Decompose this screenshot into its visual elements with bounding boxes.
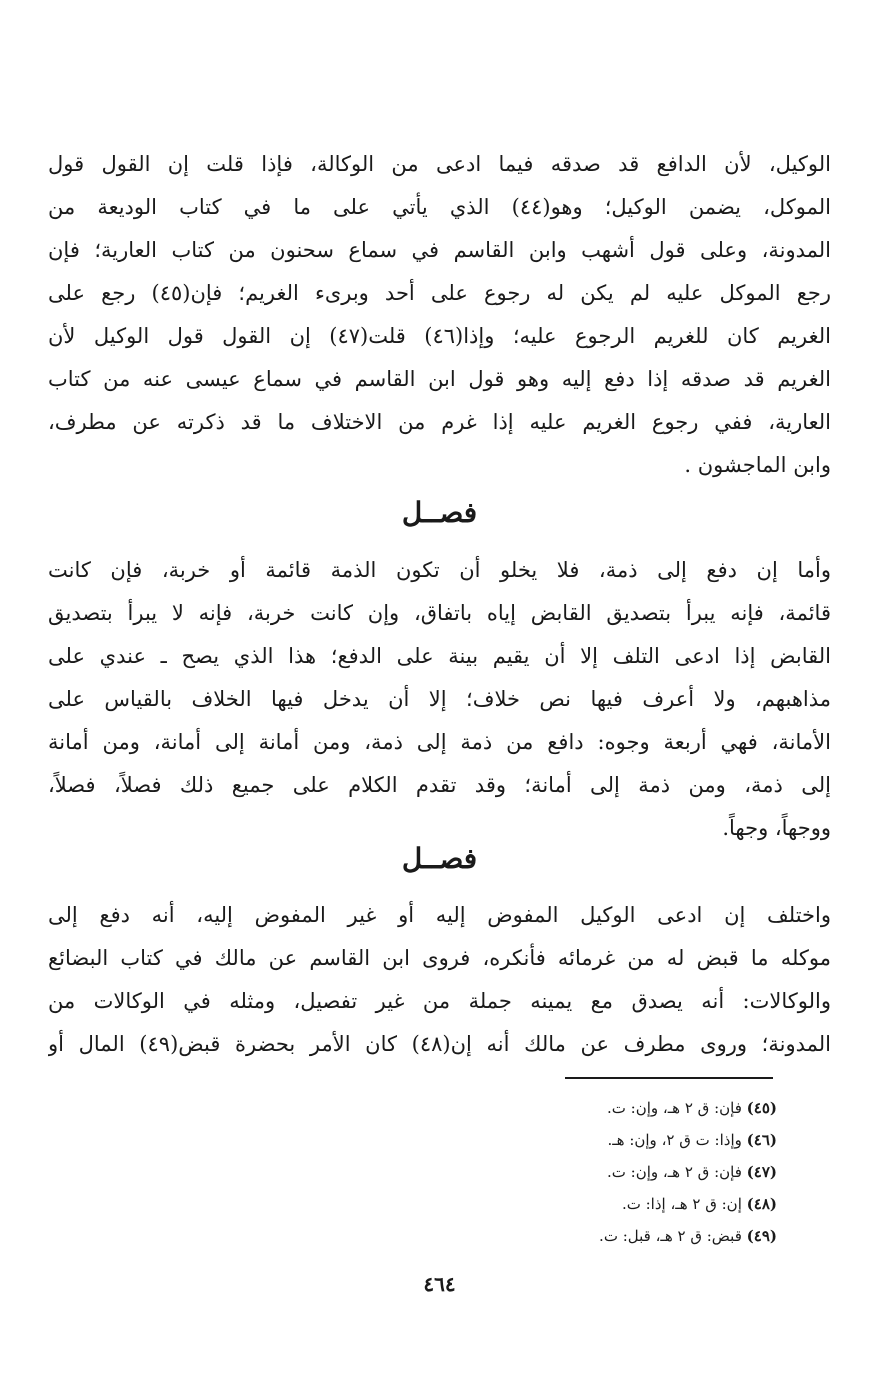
paragraph-3	[48, 894, 831, 1066]
text-line: المدونة، وعلى قول أشهب وابن القاسم في سماع سحنون من كتاب العارية؛ فإن	[48, 238, 831, 262]
text-line: قائمة، فإنه يبرأ بتصديق القابض إياه باتفاق، وإن كانت خربة، فإنه لا يبرأ بتصديق	[48, 601, 831, 625]
text-line: الغريم قد صدقه إذا دفع إليه وهو قول ابن القاسم في سماع عيسى عنه من كتاب	[48, 367, 831, 391]
text-line: القابض إذا ادعى التلف إلا أن يقيم بينة على الدفع؛ هذا الذي يصح ـ عندي على	[48, 644, 831, 668]
footnote: (٤٧) فإن: ق ٢ هـ، وإن: ت.	[607, 1163, 777, 1181]
text-line: مذاهبهم، ولا أعرف فيها نص خلاف؛ إلا أن يدخل فيها الخلاف بالقياس على	[48, 687, 831, 711]
footnote: (٤٨) إن: ق ٢ هـ، إذا: ت.	[621, 1195, 777, 1213]
text-line: الوكيل، لأن الدافع قد صدقه فيما ادعى من الوكالة، فإذا قلت إن القول قول	[48, 152, 831, 176]
text-line: الغريم كان للغريم الرجوع عليه؛ وإذا(٤٦) قلت(٤٧) إن القول قول الوكيل لأن	[48, 324, 831, 348]
footnote: (٤٥) فإن: ق ٢ هـ، وإن: ت.	[607, 1099, 777, 1117]
text-line: موكله ما قبض له من غرمائه فأنكره، فروى ابن القاسم عن مالك في كتاب البضائع	[48, 946, 831, 970]
section-heading: فصــل	[401, 496, 478, 529]
footnote-separator	[565, 1077, 773, 1079]
page-number: ٤٦٤	[423, 1272, 456, 1296]
text-line: العارية، ففي رجوع الغريم عليه إذا غرم من الاختلاف ما قد ذكرته عن مطرف،	[48, 410, 831, 434]
paragraph-2	[48, 549, 831, 850]
footnote: (٤٦) وإذا: ت ق ٢، وإن: هـ.	[607, 1131, 777, 1149]
footnotes	[330, 1092, 777, 1252]
text-line: الموكل، يضمن الوكيل؛ وهو(٤٤) الذي يأتي على ما في كتاب الوديعة من	[48, 195, 831, 219]
paragraph-1	[48, 143, 831, 487]
text-line: المدونة؛ وروى مطرف عن مالك أنه إن(٤٨) كان الأمر بحضرة قبض(٤٩) المال أو	[48, 1032, 831, 1056]
text-line: الأمانة، فهي أربعة وجوه: دافع من ذمة إلى ذمة، ومن أمانة إلى أمانة، ومن أمانة	[48, 730, 831, 754]
text-line: والوكالات: أنه يصدق مع يمينه جملة من غير تفصيل، ومثله في الوكالات من	[48, 989, 831, 1013]
footnote: (٤٩) قبض: ق ٢ هـ، قبل: ت.	[599, 1227, 777, 1245]
text-line: إلى ذمة، ومن ذمة إلى أمانة؛ وقد تقدم الكلام على جميع ذلك فصلاً، فصلاً،	[48, 773, 831, 797]
text-line: ووجهاً، وجهاً.	[722, 816, 831, 840]
text-line: واختلف إن ادعى الوكيل المفوض إليه أو غير المفوض إليه، أنه دفع إلى	[48, 903, 831, 927]
text-line: وابن الماجشون .	[684, 453, 831, 477]
section-heading: فصــل	[401, 842, 478, 875]
text-line: رجع الموكل عليه لم يكن له رجوع على أحد وبرىء الغريم؛ فإن(٤٥) رجع على	[48, 281, 831, 305]
text-line: وأما إن دفع إلى ذمة، فلا يخلو أن تكون الذمة قائمة أو خربة، فإن كانت	[48, 558, 831, 582]
